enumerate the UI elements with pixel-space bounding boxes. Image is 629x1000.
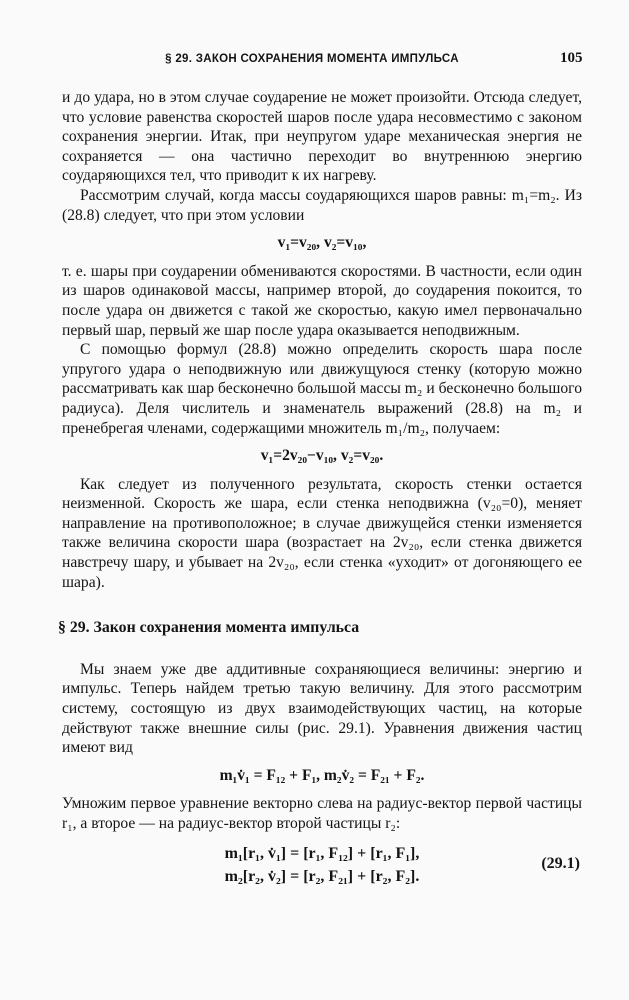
formula-equations-of-motion: m₁v̇₁ = F₁₂ + F₁, m₂v̇₂ = F₂₁ + F₂.	[219, 766, 425, 784]
formula-wall-collision: v₁=2v₂₀−v₁₀, v₂=v₂₀.	[260, 447, 384, 465]
paragraph-1: и до удара, но в этом случае соударение не может произойти. Отсюда следует, что условие равенства скоростей шаров после удара несовместимо с законом сохранения энергии. Итак, при неупругом ударе механическая энергия не сохраняется — она частично переходит во внутреннюю энергию соударяющихся тел, что приводит к их нагреву.	[62, 89, 582, 185]
formula-velocity-exchange: v₁=v₂₀, v₂=v₁₀,	[277, 234, 367, 252]
paragraph-2: Рассмотрим случай, когда массы соударяющихся шаров равны: m₁=m₂. Из (28.8) следует, что при этом условии	[62, 186, 582, 224]
formula-29-1	[62, 842, 582, 888]
formula-29-1-line-2: m₂[r₂, v̇₂] = [r₂, F₂₁] + [r₂, F₂].	[224, 867, 420, 885]
equation-number: (29.1)	[541, 854, 580, 872]
page-number: 105	[560, 50, 583, 66]
page-body	[58, 88, 582, 896]
paragraph-4: С помощью формул (28.8) можно определить скорость шара после упругого удара о неподвижную или движущуюся стенку (которую можно рассматривать как шар бесконечно большой массы m₂ и бесконечно большого радиуса). Деля числитель и знаменатель выражений (28.8) на m₂ и пренебрегая членами, содержащими множитель m₁/m₂, получаем:	[62, 341, 582, 437]
paragraph-7: Умножим первое уравнение векторно слева на радиус-вектор первой частицы r₁, а второе — на радиус-вектор второй частицы r₂:	[62, 795, 582, 832]
paragraph-6: Мы знаем уже две аддитивные сохраняющиеся величины: энергию и импульс. Теперь найдем третью такую величину. Для этого рассмотрим систему, состоящую из двух взаимодействующих частиц, на которые действуют также внешние силы (рис. 29.1). Уравнения движения частиц имеют вид	[62, 660, 582, 757]
paragraph-3: т. е. шары при соударении обмениваются скоростями. В частности, если один из шаров одинаковой массы, например второй, до соударения покоится, то после удара он движется с такой же скоростью, какую имел первоначально первый шар, первый же шар после удара оказывается неподвижным.	[62, 262, 582, 339]
formula-29-1-line-1: m₁[r₁, v̇₁] = [r₁, F₁₂] + [r₁, F₁],	[224, 844, 420, 862]
running-head: § 29. ЗАКОН СОХРАНЕНИЯ МОМЕНТА ИМПУЛЬСА	[165, 53, 459, 65]
section-heading: § 29. Закон сохранения момента импульса	[58, 619, 360, 637]
paragraph-5: Как следует из полученного результата, скорость стенки остается неизменной. Скорость же шара, если стенка неподвижна (v₂₀=0), меняет направление на противоположное; в случае движущейся стенки изменяется также величина скорости шара (возрастает на 2v₂₀, если стенка движется навстречу шару, и убывает на 2v₂₀, если стенка «уходит» от догоняющего ее шара).	[62, 475, 582, 591]
